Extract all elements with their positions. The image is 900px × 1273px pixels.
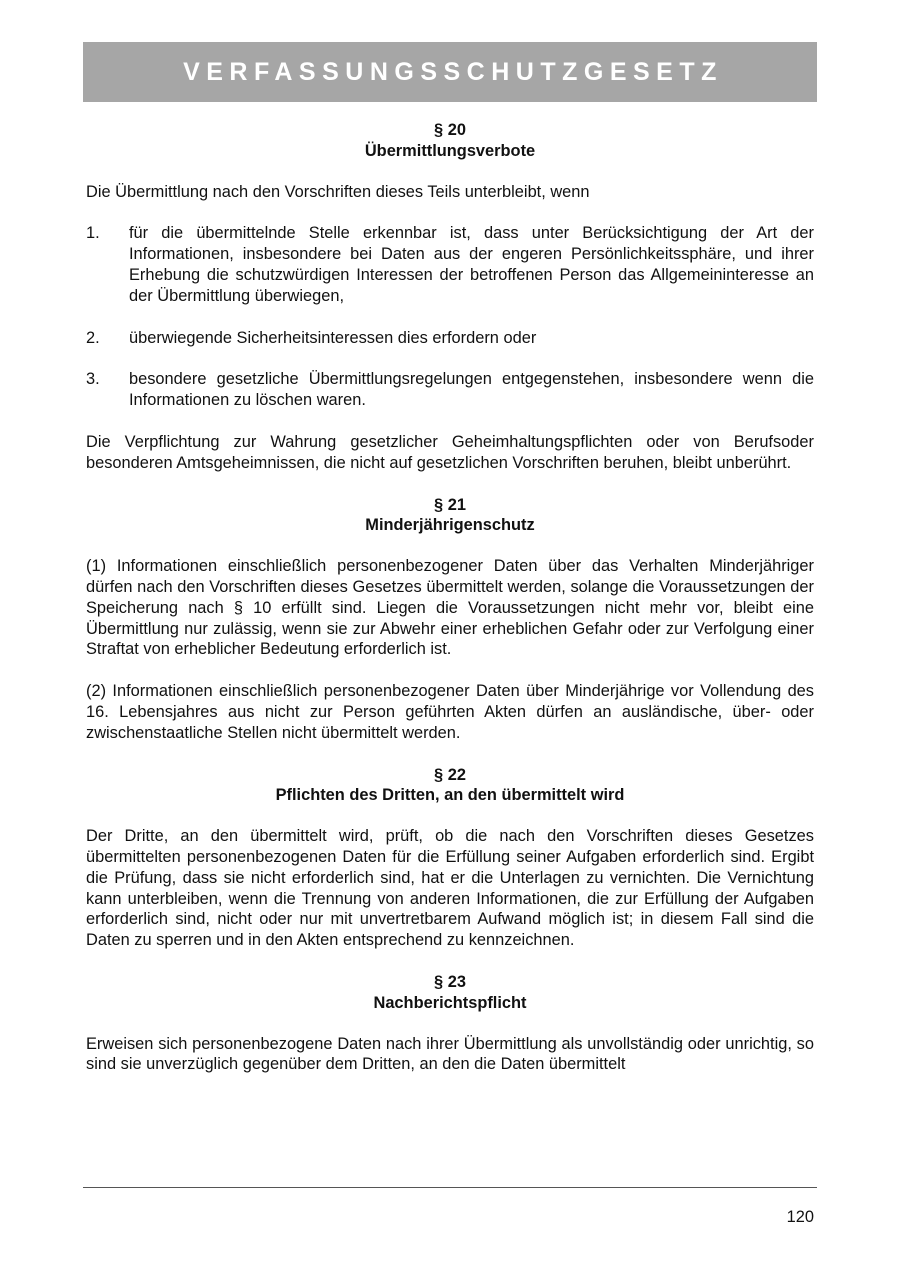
- page-content: [86, 120, 814, 1075]
- section-title: Pflichten des Dritten, an den übermittelt wird: [275, 786, 625, 805]
- page-number: 120: [786, 1208, 814, 1226]
- section-title: Nachberichtspflicht: [373, 993, 527, 1012]
- section-number: § 23: [434, 972, 466, 991]
- list-item: [86, 223, 814, 306]
- list-item-number: 3.: [86, 370, 100, 389]
- section-22-heading: [86, 765, 814, 807]
- section-number: § 21: [434, 495, 466, 514]
- section-20-intro: Die Übermittlung nach den Vorschriften dieses Teils unterbleibt, wenn: [86, 182, 590, 201]
- section-21-heading: [86, 495, 814, 537]
- list-item-text: überwiegende Sicherheitsinteressen dies erfordern oder: [129, 328, 537, 347]
- section-21-paragraph-1: (1) Informationen einschließlich personenbezogener Daten über das Verhalten Minderjähriger dürfen nach den Vorschriften dieses Gesetzes übermittelt werden, solange die Voraussetzungen der Speicherung nach § 10 erfüllt sind. Liegen die Voraussetzungen nicht mehr vor, bleibt eine Übermittlung nur zulässig, wenn sie zur Abwehr einer erheblichen Gefahr oder zur Verfolgung einer Straftat von erheblicher Bedeutung erforderlich ist.: [86, 557, 814, 659]
- list-item-number: 2.: [86, 328, 100, 347]
- section-20-closing: Die Verpflichtung zur Wahrung gesetzlicher Geheimhaltungspflichten oder von Berufsoder besonderen Amtsgeheimnissen, die nicht auf gesetzlichen Vorschriften beruhen, bleibt unberührt.: [86, 432, 814, 472]
- section-22-paragraph: Der Dritte, an den übermittelt wird, prüft, ob die nach den Vorschriften dieses Gesetzes übermittelten personenbezogenen Daten für die Erfüllung seiner Aufgaben erforderlich sind. Ergibt die Prüfung, dass sie nicht erforderlich sind, hat er die Unterlagen zu vernichten. Die Vernichtung kann unterbleiben, wenn die Trennung von anderen Informationen, die zur Erfüllung der Aufgaben erforderlich sind, nicht oder nur mit unvertretbarem Aufwand möglich ist; in diesem Fall sind die Daten zu sperren und in den Akten entsprechend zu kennzeichnen.: [86, 827, 814, 950]
- section-title: Übermittlungsverbote: [364, 141, 536, 160]
- list-item-number: 1.: [86, 224, 100, 243]
- section-20-heading: [86, 120, 814, 162]
- section-number: § 22: [434, 765, 466, 784]
- footer-divider: [83, 1187, 817, 1188]
- header-banner: [83, 42, 817, 102]
- section-title: Minderjährigenschutz: [365, 516, 535, 535]
- list-item: [86, 369, 814, 411]
- document-title: VERFASSUNGSSCHUTZGESETZ: [183, 57, 723, 86]
- list-item-text: für die übermittelnde Stelle erkennbar ist, dass unter Berücksichtigung der Art der Informationen, insbesondere bei Daten aus der engeren Persönlichkeitssphäre, und ihrer Erhebung die schutzwürdigen Interessen der betroffenen Person das Allgemeininteresse an der Übermittlung überwiegen,: [129, 224, 814, 305]
- list-item: [86, 328, 814, 349]
- section-23-heading: [86, 972, 814, 1014]
- section-number: § 20: [434, 121, 466, 139]
- list-item-text: besondere gesetzliche Übermittlungsregelungen entgegenstehen, insbesondere wenn die Informationen zu löschen waren.: [129, 370, 814, 410]
- section-23-paragraph: Erweisen sich personenbezogene Daten nach ihrer Übermittlung als unvollständig oder unrichtig, so sind sie unverzüglich gegenüber dem Dritten, an den die Daten übermittelt: [86, 1034, 814, 1074]
- section-21-paragraph-2: (2) Informationen einschließlich personenbezogener Daten über Minderjährige vor Vollendung des 16. Lebensjahres aus nicht zur Person geführten Akten dürfen an ausländische, über- oder zwischenstaatliche Stellen nicht übermittelt werden.: [86, 682, 814, 742]
